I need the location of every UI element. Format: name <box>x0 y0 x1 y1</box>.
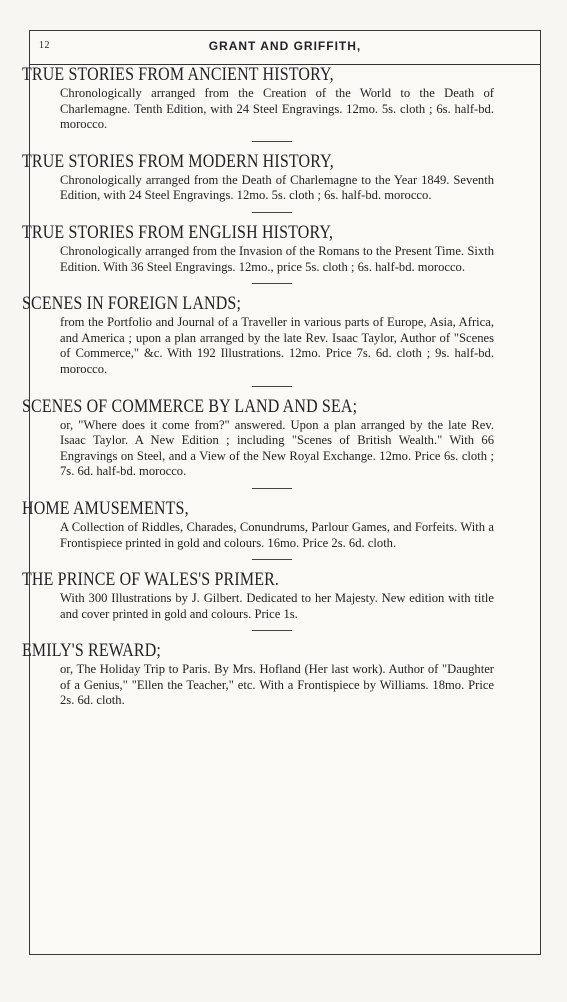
separator-rule <box>252 488 292 489</box>
entry-title: TRUE STORIES FROM ENGLISH HISTORY, <box>22 221 334 243</box>
entry-foreign-lands <box>22 293 494 377</box>
entry-title: TRUE STORIES FROM MODERN HISTORY, <box>22 150 334 172</box>
entry-description: from the Portfolio and Journal of a Traveller in various parts of Europe, Asia, Africa, and America ; upon a plan arranged by the late Rev. Isaac Taylor, Author of "Scenes of Commerce," &c. With 192 Illustrations. 12mo. Price 7s. 6d. cloth ; 9s. half-bd. morocco. <box>60 315 494 376</box>
entry-title: EMILY'S REWARD; <box>22 640 162 662</box>
entry-ancient-history <box>22 64 494 133</box>
page-number: 12 <box>39 40 50 51</box>
entry-english-history <box>22 222 494 275</box>
entry-title: THE PRINCE OF WALES'S PRIMER. <box>22 569 280 591</box>
separator-rule <box>252 283 292 284</box>
running-head <box>30 31 540 65</box>
entry-title: HOME AMUSEMENTS, <box>22 497 189 519</box>
entry-description: Chronologically arranged from the Invasion of the Romans to the Present Time. Sixth Edition. With 36 Steel Engravings. 12mo., price 5s. cloth ; 6s. half-bd. morocco. <box>60 243 494 274</box>
separator-rule <box>252 559 292 560</box>
entry-description: A Collection of Riddles, Charades, Conundrums, Parlour Games, and Forfeits. With a Frontispiece printed in gold and colours. 16mo. Price 2s. 6d. cloth. <box>60 519 494 550</box>
separator-rule <box>252 386 292 387</box>
entry-modern-history <box>22 151 494 204</box>
publisher-heading: GRANT AND GRIFFITH, <box>208 39 362 53</box>
entry-description: or, The Holiday Trip to Paris. By Mrs. Hofland (Her last work). Author of "Daughter of a Genius," "Ellen the Teacher," etc. With a Frontispiece by Williams. 18mo. Price 2s. 6d. cloth. <box>60 662 494 708</box>
entry-scenes-of-commerce <box>22 396 494 480</box>
entry-emilys-reward <box>22 640 494 709</box>
entry-title: SCENES OF COMMERCE BY LAND AND SEA; <box>22 395 358 417</box>
entry-title: SCENES IN FOREIGN LANDS; <box>22 293 242 315</box>
entry-description: Chronologically arranged from the Creation of the World to the Death of Charlemagne. Tenth Edition, with 24 Steel Engravings. 12mo. 5s. cloth ; 6s. half-bd. morocco. <box>60 86 494 132</box>
entry-princes-primer <box>22 569 494 622</box>
entry-description: or, "Where does it come from?" answered. Upon a plan arranged by the late Rev. Isaac Taylor. A New Edition ; including "Scenes of British Wealth." With 66 Engravings on Steel, and a View of the New Royal Exchange. 12mo. Price 6s. cloth ; 7s. 6d. half-bd. morocco. <box>60 417 494 479</box>
separator-rule <box>252 630 292 631</box>
entry-title: TRUE STORIES FROM ANCIENT HISTORY, <box>22 64 334 85</box>
catalogue-entries <box>22 64 494 709</box>
separator-rule <box>252 212 292 213</box>
entry-description: With 300 Illustrations by J. Gilbert. Dedicated to her Majesty. New edition with title and cover printed in gold and colours. Price 1s. <box>60 591 494 621</box>
separator-rule <box>252 141 292 142</box>
entry-description: Chronologically arranged from the Death of Charlemagne to the Year 1849. Seventh Edition, with 24 Steel Engravings. 12mo. 5s. cloth ; 6s. half-bd. morocco. <box>60 172 494 203</box>
entry-home-amusements <box>22 498 494 551</box>
